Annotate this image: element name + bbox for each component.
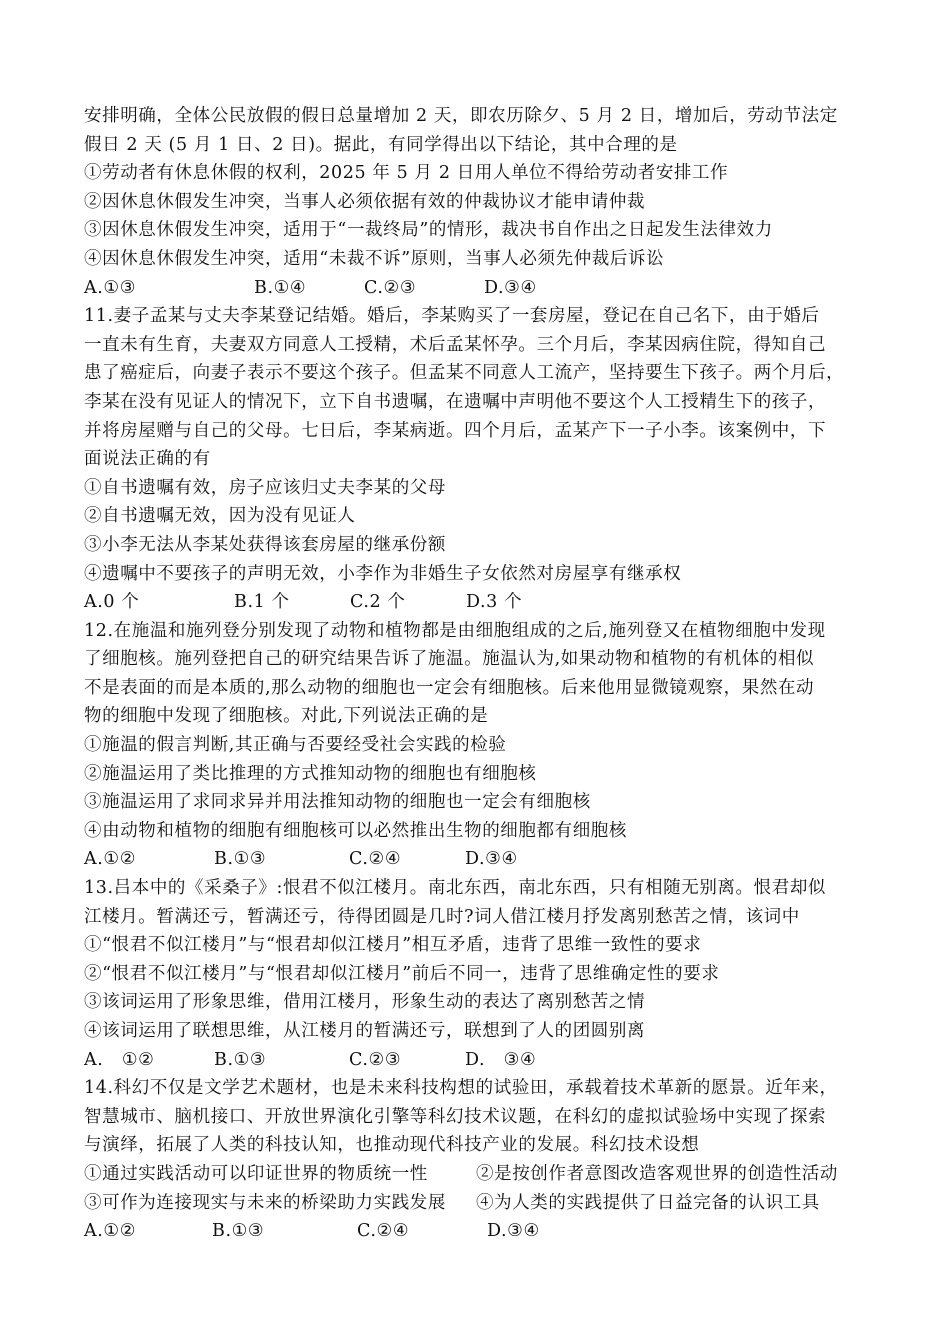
option-c: C.2 个 [350, 592, 406, 613]
statement: ①自书遗嘱有效，房子应该归丈夫李某的父母 [84, 477, 446, 498]
option-c: C.②③ [364, 277, 417, 298]
statement: ①施温的假言判断,其正确与否要经受社会实践的检验 [84, 735, 507, 756]
answer-options [84, 1217, 884, 1246]
stem-line: 11.妻子孟某与丈夫李某登记结婚。婚后，李某购买了一套房屋，登记在自己名下，由于婚后 [84, 306, 820, 327]
statement-pair [84, 1160, 884, 1189]
option-b: B.①③ [212, 1221, 265, 1242]
stem-line: 13.吕本中的《采桑子》:恨君不似江楼月。南北东西，南北东西，只有相随无别离。恨君却似 [84, 878, 827, 899]
option-c: C.②④ [357, 1221, 410, 1242]
question-14 [84, 1074, 884, 1246]
question-12 [84, 617, 884, 874]
stem-line: 面说法正确的有 [84, 449, 211, 470]
statement: ④因休息休假发生冲突，适用“未裁不诉”原则，当事人必须先仲裁后诉讼 [84, 248, 665, 269]
stem-line: 一直未有生育，夫妻双方同意人工授精，术后孟某怀孕。三个月后，李某因病住院，得知自己 [84, 334, 827, 355]
option-b: B.①③ [214, 1049, 267, 1070]
answer-options [84, 274, 884, 303]
statement: ②施温运用了类比推理的方式推知动物的细胞也有细胞核 [84, 763, 537, 784]
stem-line: 12.在施温和施列登分别发现了动物和植物都是由细胞组成的之后,施列登又在植物细胞中发现 [84, 620, 826, 641]
option-d: D.3 个 [466, 592, 523, 613]
statement-pair [84, 1189, 884, 1218]
stem-line: 江楼月。暂满还亏，暂满还亏，待得团圆是几时?词人借江楼月抒发离别愁苦之情，该词中 [84, 906, 800, 927]
option-d: D.③④ [487, 1221, 540, 1242]
option-b: B.①③ [214, 849, 267, 870]
stem-line: 了细胞核。施列登把自己的研究结果告诉了施温。施温认为,如果动物和植物的有机体的相似 [84, 649, 815, 670]
statement: ④遗嘱中不要孩子的声明无效，小李作为非婚生子女依然对房屋享有继承权 [84, 563, 682, 584]
option-a: A.①③ [84, 277, 136, 298]
statement: ②是按创作者意图改造客观世界的创造性活动 [476, 1163, 838, 1184]
statement: ①劳动者有休息休假的权利，2025 年 5 月 2 日用人单位不得给劳动者安排工作 [84, 163, 729, 184]
statement: ③施温运用了求同求异并用法推知动物的细胞也一定会有细胞核 [84, 792, 591, 813]
option-d: D.③④ [484, 277, 537, 298]
option-c: C.②④ [349, 849, 402, 870]
question-10 [84, 102, 884, 302]
statement: ③可作为连接现实与未来的桥梁助力实践发展 [84, 1192, 446, 1213]
statement: ④为人类的实践提供了日益完备的认识工具 [476, 1192, 820, 1213]
stem-line: 与演绎，拓展了人类的科技认知，也推动现代科技产业的发展。科幻技术设想 [84, 1135, 700, 1156]
statement: ②自书遗嘱无效，因为没有见证人 [84, 506, 356, 527]
statement: ③因休息休假发生冲突，适用于“一裁终局”的情形，裁决书自作出之日起发生法律效力 [84, 220, 773, 241]
question-13 [84, 874, 884, 1074]
question-11 [84, 302, 884, 617]
exam-page [84, 102, 884, 1246]
option-a: A.①② [84, 849, 136, 870]
option-b: B.①④ [254, 277, 307, 298]
statement: ③该词运用了形象思维，借用江楼月，形象生动的表达了离别愁苦之情 [84, 992, 646, 1013]
option-a: A.①② [84, 1221, 136, 1242]
option-a: A. ①② [84, 1049, 155, 1070]
statement: ②“恨君不似江楼月”与“恨君却似江楼月”前后不同一，违背了思维确定性的要求 [84, 963, 720, 984]
statement: ③小李无法从李某处获得该套房屋的继承份额 [84, 534, 446, 555]
option-d: D.③④ [465, 849, 518, 870]
statement: ④该词运用了联想思维，从江楼月的暂满还亏，联想到了人的团圆别离 [84, 1021, 646, 1041]
option-b: B.1 个 [234, 592, 290, 613]
stem-line: 假日 2 天 (5 月 1 日、2 日)。据此，有同学得出以下结论，其中合理的是 [84, 134, 678, 155]
answer-options [84, 1046, 884, 1075]
option-c: C.②③ [349, 1049, 402, 1070]
stem-line: 并将房屋赠与自己的父母。七日后，李某病逝。四个月后，孟某产下一子小李。该案例中，下 [84, 420, 827, 441]
answer-options [84, 588, 884, 617]
statement: ①通过实践活动可以印证世界的物质统一性 [84, 1163, 428, 1184]
stem-line: 患了癌症后，向妻子表示不要这个孩子。但孟某不同意人工流产，坚持要生下孩子。两个月后， [84, 363, 845, 384]
stem-line: 李某在没有见证人的情况下，立下自书遗嘱，在遗嘱中声明他不要这个人工授精生下的孩子， [84, 391, 827, 412]
answer-options [84, 845, 884, 874]
option-d: D. ③④ [465, 1049, 537, 1070]
stem-line: 不是表面的而是本质的,那么动物的细胞也一定会有细胞核。后来他用显微镜观察，果然在动 [84, 677, 815, 698]
stem-line: 物的细胞中发现了细胞核。对此,下列说法正确的是 [84, 706, 489, 727]
statement: ④由动物和植物的细胞有细胞核可以必然推出生物的细胞都有细胞核 [84, 820, 627, 841]
statement: ②因休息休假发生冲突，当事人必须依据有效的仲裁协议才能申请仲裁 [84, 191, 646, 212]
stem-line: 智慧城市、脑机接口、开放世界演化引擎等科幻技术议题，在科幻的虚拟试验场中实现了探索 [84, 1106, 827, 1127]
statement: ①“恨君不似江楼月”与“恨君却似江楼月”相互矛盾，违背了思维一致性的要求 [84, 935, 702, 956]
stem-line: 14.科幻不仅是文学艺术题材，也是未来科技构想的试验田，承载着技术革新的愿景。近年来， [84, 1078, 838, 1099]
option-a: A.0 个 [84, 592, 140, 613]
stem-line: 安排明确，全体公民放假的假日总量增加 2 天，即农历除夕、5 月 2 日，增加后，劳动节法定 [84, 106, 838, 126]
